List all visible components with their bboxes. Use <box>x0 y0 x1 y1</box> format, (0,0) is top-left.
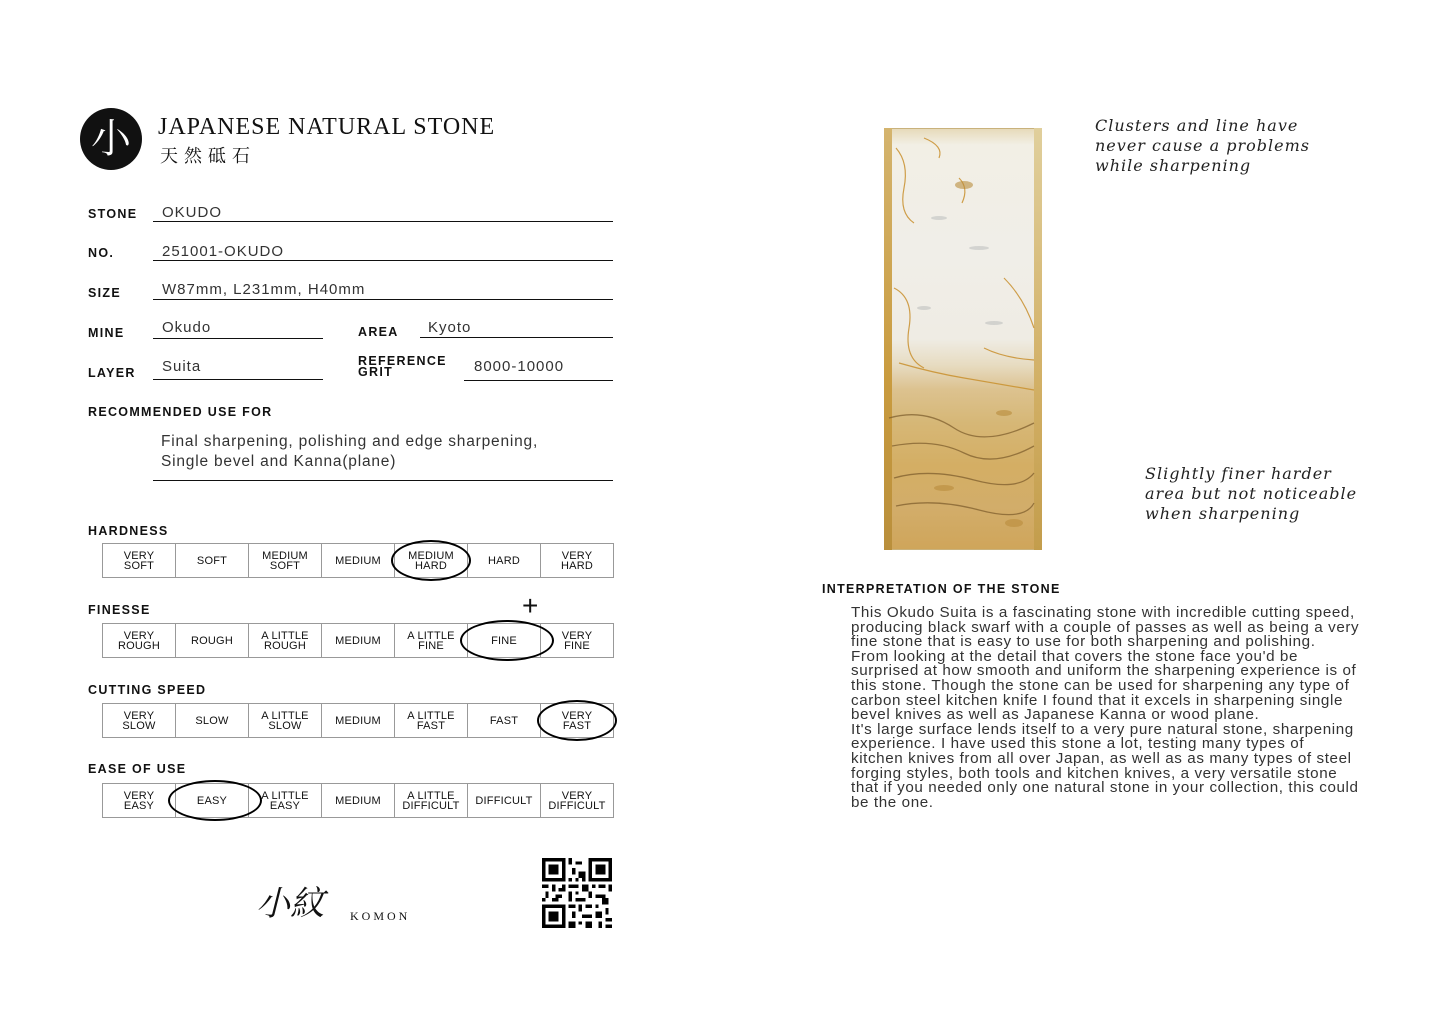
recommended-line-2: Single bevel and Kanna(plane) <box>161 453 397 470</box>
interpretation-paragraph-1: This Okudo Suita is a fascinating stone with incredible cutting speed, producing black swarf with a couple of passes as well as being a very fine stone that is easy to use for both sharpening and polishing. <box>851 604 1360 651</box>
hardness-option <box>176 544 249 577</box>
mine-label: MINE <box>88 326 125 340</box>
finesse-plus-mark: + <box>522 590 539 621</box>
cutting-speed-option-label: VERY SLOW <box>122 709 156 732</box>
cutting-speed-scale <box>102 703 614 738</box>
cutting-speed-option-label: MEDIUM <box>335 714 381 727</box>
finesse-option <box>541 624 613 657</box>
recommended-text <box>161 432 611 472</box>
brand-subtitle: 天然砥石 <box>160 146 256 167</box>
grit-label-line2: GRIT <box>358 365 394 379</box>
hardness-option-label: MEDIUM SOFT <box>262 549 308 572</box>
brand-logo <box>80 108 142 170</box>
finesse-option <box>249 624 322 657</box>
ease-of-use-option-label: EASY <box>196 794 228 807</box>
stone-underline <box>153 221 613 222</box>
note-harder-line-3: when sharpening <box>1145 504 1301 523</box>
hardness-option <box>322 544 395 577</box>
stone-texture <box>884 128 1042 550</box>
finesse-option-label: A LITTLE FINE <box>407 629 455 652</box>
finesse-option-label: VERY FINE <box>561 629 593 652</box>
hardness-option-label: VERY SOFT <box>123 549 155 572</box>
komon-logo-en: KOMON <box>350 909 411 923</box>
brand-logo-glyph: 小 <box>91 116 131 162</box>
ease-of-use-option-label: MEDIUM <box>335 794 381 807</box>
ease-of-use-option <box>468 784 541 817</box>
mine-underline <box>153 338 323 339</box>
note-clusters-line-3: while sharpening <box>1095 156 1252 175</box>
hardness-title: HARDNESS <box>88 524 169 538</box>
selected-ring <box>460 620 554 661</box>
ease-of-use-option-label: A LITTLE DIFFICULT <box>402 789 460 812</box>
grit-label <box>358 356 447 378</box>
ease-of-use-option <box>395 784 468 817</box>
cutting-speed-option-label: A LITTLE SLOW <box>261 709 309 732</box>
note-clusters-line-2: never cause a problems <box>1095 136 1310 155</box>
mine-value: Okudo <box>162 319 212 336</box>
finesse-scale <box>102 623 614 658</box>
note-clusters <box>1095 116 1310 176</box>
hardness-option-label: MEDIUM <box>335 554 381 567</box>
finesse-option-label: ROUGH <box>191 634 233 647</box>
selected-ring <box>537 700 617 741</box>
finesse-option <box>395 624 468 657</box>
qr-code-icon <box>542 858 612 928</box>
ease-of-use-option <box>541 784 613 817</box>
recommended-label: RECOMMENDED USE FOR <box>88 405 273 419</box>
grit-value: 8000-10000 <box>474 358 565 375</box>
hardness-option <box>395 544 468 577</box>
finesse-option <box>468 624 541 657</box>
ease-of-use-option <box>103 784 176 817</box>
recommended-line-1: Final sharpening, polishing and edge sharpening, <box>161 433 539 450</box>
note-harder-area <box>1145 464 1357 524</box>
interpretation-body <box>851 606 1361 810</box>
area-underline <box>420 337 613 338</box>
area-value: Kyoto <box>428 319 472 336</box>
grit-label-line1: REFERENCE <box>358 354 447 368</box>
layer-value: Suita <box>162 358 202 375</box>
no-value: 251001-OKUDO <box>162 243 285 260</box>
ease-of-use-option-label: VERY EASY <box>123 789 155 812</box>
cutting-speed-option <box>395 704 468 737</box>
finesse-option <box>176 624 249 657</box>
hardness-option <box>541 544 613 577</box>
ease-of-use-option-label: A LITTLE EASY <box>261 789 309 812</box>
finesse-option-label: MEDIUM <box>335 634 381 647</box>
hardness-scale <box>102 543 614 578</box>
hardness-option-label: MEDIUM HARD <box>408 549 454 572</box>
cutting-speed-option <box>249 704 322 737</box>
cutting-speed-option-label: SLOW <box>195 714 229 727</box>
finesse-option <box>103 624 176 657</box>
ease-of-use-option-label: VERY DIFFICULT <box>548 789 606 812</box>
brand-title: JAPANESE NATURAL STONE <box>158 114 496 140</box>
cutting-speed-option <box>468 704 541 737</box>
size-value: W87mm, L231mm, H40mm <box>162 281 366 298</box>
size-label: SIZE <box>88 286 121 300</box>
stone-value: OKUDO <box>162 204 223 221</box>
hardness-option <box>468 544 541 577</box>
ease-of-use-scale <box>102 783 614 818</box>
stone-label: STONE <box>88 207 138 221</box>
layer-label: LAYER <box>88 366 136 380</box>
cutting-speed-option <box>541 704 613 737</box>
ease-of-use-option <box>176 784 249 817</box>
finesse-option-label: FINE <box>491 634 517 647</box>
finesse-option-label: VERY ROUGH <box>118 629 160 652</box>
ease-of-use-option-label: DIFFICULT <box>475 794 533 807</box>
no-underline <box>153 260 613 261</box>
hardness-option-label: HARD <box>488 554 520 567</box>
hardness-option <box>103 544 176 577</box>
recommended-underline <box>153 480 613 481</box>
cutting-speed-title: CUTTING SPEED <box>88 683 207 697</box>
cutting-speed-option-label: VERY FAST <box>561 709 593 732</box>
hardness-option-label: VERY HARD <box>561 549 593 572</box>
selected-ring <box>391 540 471 581</box>
interpretation-paragraph-2: From looking at the detail that covers the stone face you'd be surprised at how smooth and uniform the sharpening experience is of this stone. Though the stone can be used for sharpening any type of carbon steel kitchen knife I found that it excels in sharpening single bevel knives as well as Japanese Kanna or wood plane. <box>851 647 1357 724</box>
finesse-option-label: A LITTLE ROUGH <box>261 629 309 652</box>
finesse-option <box>322 624 395 657</box>
area-label: AREA <box>358 325 399 339</box>
cutting-speed-option <box>176 704 249 737</box>
hardness-option <box>249 544 322 577</box>
cutting-speed-option-label: A LITTLE FAST <box>407 709 455 732</box>
size-underline <box>153 299 613 300</box>
selected-ring <box>168 780 262 821</box>
interpretation-title: INTERPRETATION OF THE STONE <box>822 582 1061 596</box>
komon-logo-jp: 小紋 <box>256 884 324 924</box>
hardness-option-label: SOFT <box>196 554 228 567</box>
ease-of-use-option <box>322 784 395 817</box>
cutting-speed-option <box>322 704 395 737</box>
ease-of-use-option <box>249 784 322 817</box>
cutting-speed-option-label: FAST <box>489 714 519 727</box>
layer-underline <box>153 379 323 380</box>
note-clusters-line-1: Clusters and line have <box>1095 116 1299 135</box>
ease-of-use-title: EASE OF USE <box>88 762 187 776</box>
note-harder-line-2: area but not noticeable <box>1145 484 1358 503</box>
cutting-speed-option <box>103 704 176 737</box>
no-label: NO. <box>88 246 115 260</box>
grit-underline <box>464 380 613 381</box>
note-harder-line-1: Slightly finer harder <box>1145 464 1332 483</box>
interpretation-paragraph-3: It's large surface lends itself to a very pure natural stone, sharpening experience. I have used this stone a lot, testing many types of kitchen knives from all over Japan, as well as as many types of steel forging styles, both tools and kitchen knives, a very versatile stone that if you needed only one natural stone in your collection, this could be the one. <box>851 720 1359 811</box>
finesse-title: FINESSE <box>88 603 151 617</box>
